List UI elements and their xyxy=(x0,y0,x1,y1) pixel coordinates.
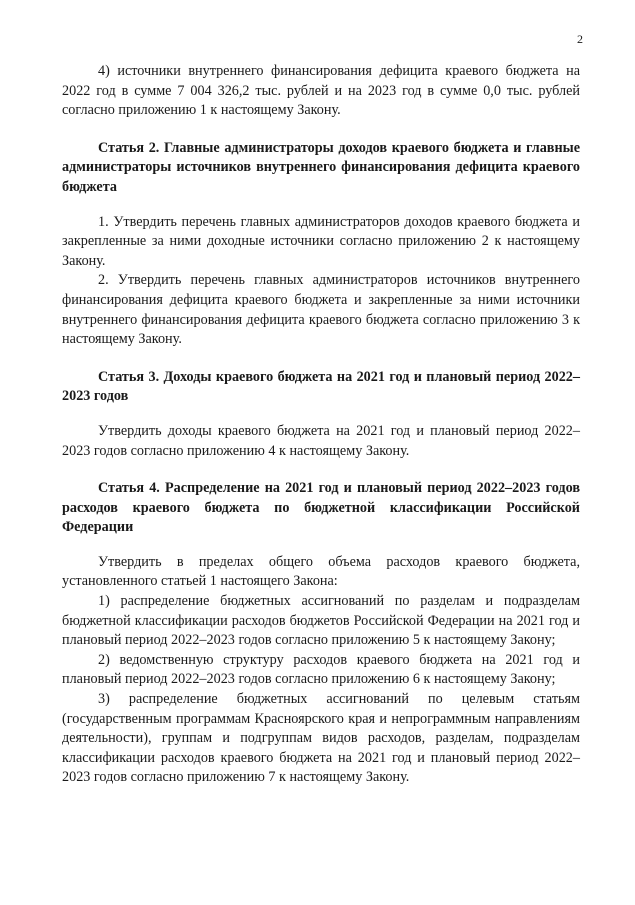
paragraph-financing-administrators: 2. Утвердить перечень главных администраторов источников внутреннего финансирования дефицита краевого бюджета и закрепленные за ними источники внутреннего финансирования дефицита краевого бюджета согласно приложению 3 к настоящему Закону. xyxy=(62,272,580,348)
paragraph-revenues: Утвердить доходы краевого бюджета на 2021 год и плановый период 2022–2023 годов согласно приложению 4 к настоящему Закону. xyxy=(62,422,580,459)
paragraph-revenue-administrators: 1. Утвердить перечень главных администраторов доходов краевого бюджета и закрепленные за ними доходные источники согласно приложению 2 к настоящему Закону. xyxy=(62,213,580,269)
article-3-heading: Статья 3. Доходы краевого бюджета на 2021 год и плановый период 2022–2023 годов xyxy=(62,368,580,405)
paragraph-item-3: 3) распределение бюджетных ассигнований по целевым статьям (государственным программам Красноярского края и непрограммным направлениям деятельности), группам и подгруппам видов расходов, разделам, подразделам классификации расходов краевого бюджета на 2021 год и плановый период 2022–2023 годов согласно приложению 7 к настоящему Закону. xyxy=(62,691,580,786)
paragraph-item-1: 1) распределение бюджетных ассигнований по разделам и подразделам бюджетной классификации расходов бюджетов Российской Федерации на 2021 год и плановый период 2022–2023 годов согласно приложению 5 к настоящему Закону; xyxy=(62,593,580,649)
paragraph-expenditures-intro: Утвердить в пределах общего объема расходов краевого бюджета, установленного статьей 1 настоящего Закона: xyxy=(62,553,580,590)
article-2-heading: Статья 2. Главные администраторы доходов краевого бюджета и главные администраторы источников внутреннего финансирования дефицита краевого бюджета xyxy=(62,139,580,195)
article-4-heading: Статья 4. Распределение на 2021 год и плановый период 2022–2023 годов расходов краевого бюджета по бюджетной классификации Российской Федерации xyxy=(62,480,580,536)
document-body xyxy=(62,62,580,788)
paragraph-deficit-sources: 4) источники внутреннего финансирования дефицита краевого бюджета на 2022 год в сумме 7 004 326,2 тыс. рублей и на 2023 год в сумме 0,0 тыс. рублей согласно приложению 1 к настоящему Закону. xyxy=(62,63,580,119)
page-number: 2 xyxy=(577,32,583,46)
paragraph-item-2: 2) ведомственную структуру расходов краевого бюджета на 2021 год и плановый период 2022–2023 годов согласно приложению 6 к настоящему Закону; xyxy=(62,651,580,688)
